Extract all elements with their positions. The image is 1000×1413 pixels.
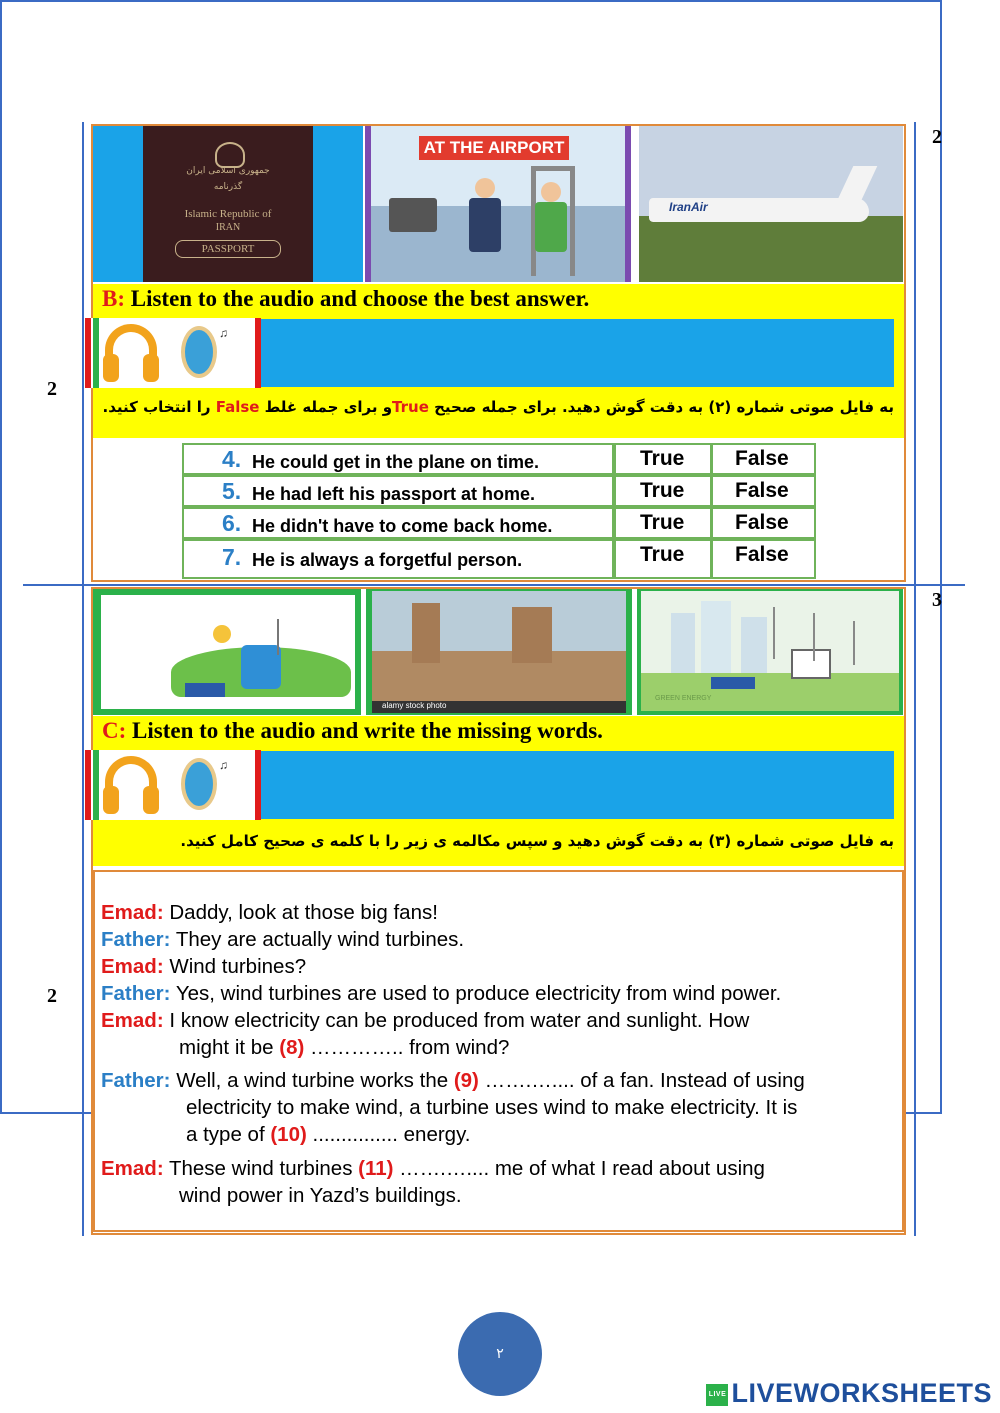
music-headphones-icon <box>181 326 217 378</box>
dialog-line <box>101 926 464 953</box>
dialog-line-blank-9 <box>101 1067 805 1094</box>
persian-part-3: را انتخاب کنید. <box>102 398 216 416</box>
dialog-text: Well, a wind turbine works the <box>176 1069 454 1092</box>
dialog-text: Wind turbines? <box>169 955 307 978</box>
traveler-figure <box>475 178 495 198</box>
speaker-emad: Emad: <box>101 1157 164 1180</box>
section-c-persian-instruction: به فایل صوتی شماره (۳) به دقت گوش دهید و سپس مکالمه ی زیر را با کلمه ی صحیح کامل کنید. <box>180 832 894 850</box>
airport-image <box>365 126 631 282</box>
dialog-text: These wind turbines <box>168 1157 359 1180</box>
persian-true: True <box>392 398 429 416</box>
stock-photo-caption: alamy stock photo <box>382 701 447 710</box>
blank-9-field[interactable]: …….….... of a fan. Instead of using <box>478 1069 805 1092</box>
true-option[interactable] <box>614 507 712 539</box>
speaker-emad: Emad: <box>101 955 164 978</box>
music-note-icon: ♫ <box>219 326 228 340</box>
blank-10-field[interactable]: ............... energy. <box>306 1123 471 1146</box>
false-label: False <box>735 543 789 566</box>
true-label: True <box>640 543 685 566</box>
false-option[interactable] <box>711 539 816 579</box>
blank-number-10: (10) <box>270 1123 307 1146</box>
persian-false: False <box>215 398 260 416</box>
table-row <box>182 507 614 539</box>
green-city-image <box>637 589 903 715</box>
brand-name: LIVEWORKSHEETS <box>731 1378 992 1408</box>
false-option[interactable] <box>711 475 816 507</box>
item-number: 4. <box>222 446 242 472</box>
section-c-question-number: 3 <box>932 589 942 611</box>
airplane-image <box>639 126 903 282</box>
persian-part-2: و برای جمله غلط <box>259 398 393 416</box>
section-c-instruction: Listen to the audio and write the missing words. <box>132 718 603 743</box>
true-option[interactable] <box>614 443 712 475</box>
section-b-audio-player[interactable] <box>85 318 261 388</box>
dialog-line-blank-8 <box>179 1034 509 1061</box>
dialog-text: electricity to make wind, a turbine uses wind to make electricity. It is <box>186 1096 798 1119</box>
dialog-text: I know electricity can be produced from water and sunlight. How <box>169 1009 750 1032</box>
speaker-father: Father: <box>101 1069 171 1092</box>
house-icon <box>791 649 831 679</box>
passport-line-2: گذرنامه <box>213 182 243 192</box>
speaker-emad: Emad: <box>101 901 164 924</box>
liveworksheets-logo[interactable] <box>706 1378 992 1409</box>
item-number: 5. <box>222 478 242 504</box>
airport-banner: AT THE AIRPORT <box>419 136 569 160</box>
xray-machine <box>389 198 437 232</box>
dialog-text: a type of <box>186 1123 271 1146</box>
blank-number-9: (9) <box>453 1069 479 1092</box>
true-label: True <box>640 479 685 502</box>
wind-turbine-icon <box>853 621 855 665</box>
section-b-score: 2 <box>47 378 57 400</box>
dialog-text: They are actually wind turbines. <box>175 928 465 951</box>
score-column-divider <box>82 122 84 1236</box>
false-option[interactable] <box>711 443 816 475</box>
blank-11-field[interactable]: …….….... me of what I read about using <box>393 1157 765 1180</box>
section-b-label: B: <box>102 286 125 311</box>
dialog-line-blank-11 <box>101 1155 765 1182</box>
table-row <box>182 443 614 475</box>
persian-part-1: به فایل صوتی شماره (۲) به دقت گوش دهید. برای جمله صحیح <box>428 398 894 416</box>
airplane-livery: IranAir <box>669 200 708 214</box>
windcatcher-tower <box>412 603 440 663</box>
section-b-question-number: 2 <box>932 126 942 148</box>
item-text: He had left his passport at home. <box>252 484 536 504</box>
windcatcher-tower <box>512 607 552 663</box>
section-b-heading <box>102 286 589 312</box>
section-c-heading <box>102 718 603 744</box>
dialog-text: wind power in Yazd’s buildings. <box>179 1184 462 1207</box>
solar-panel-icon <box>711 677 755 689</box>
section-b-instruction: Listen to the audio and choose the best answer. <box>130 286 590 311</box>
item-number: 6. <box>222 510 242 536</box>
wind-turbine-icon <box>277 619 279 655</box>
blank-number-11: (11) <box>358 1157 394 1180</box>
sun-icon <box>213 625 231 643</box>
dialog-line <box>101 1007 749 1034</box>
section-b-persian-instruction <box>103 398 894 416</box>
logo-mark-icon: LIVE <box>706 1384 728 1406</box>
speaker-father: Father: <box>101 928 171 951</box>
section-c-audio-player[interactable] <box>85 750 261 820</box>
row-divider <box>23 584 965 586</box>
waterfall-icon <box>241 645 281 689</box>
emblem-icon <box>215 142 245 168</box>
table-row <box>182 539 614 579</box>
passport-line-1: جمهوری اسلامی ایران <box>186 166 270 176</box>
false-label: False <box>735 479 789 502</box>
passport-line-5: PASSPORT <box>175 240 281 258</box>
item-text: He is always a forgetful person. <box>252 550 523 570</box>
true-label: True <box>640 511 685 534</box>
speaker-emad: Emad: <box>101 1009 164 1032</box>
false-label: False <box>735 447 789 470</box>
green-energy-caption: GREEN ENERGY <box>655 695 712 702</box>
blank-8-field[interactable]: ………….. from wind? <box>304 1036 510 1059</box>
item-number: 7. <box>222 544 242 570</box>
section-b-audio-bar <box>249 316 897 390</box>
true-option[interactable] <box>614 475 712 507</box>
dialog-text: Daddy, look at those big fans! <box>169 901 438 924</box>
table-row <box>182 475 614 507</box>
passport-line-3: Islamic Republic of <box>184 208 272 220</box>
wind-turbine-icon <box>773 607 775 659</box>
true-label: True <box>640 447 685 470</box>
wind-turbine-icon <box>813 613 815 661</box>
officer-figure <box>541 182 561 202</box>
false-label: False <box>735 511 789 534</box>
item-text: He didn't have to come back home. <box>252 516 553 536</box>
section-c-label: C: <box>102 718 127 743</box>
dialog-line <box>179 1182 462 1209</box>
section-c-audio-bar <box>249 748 897 822</box>
renewable-energy-image <box>93 589 361 715</box>
item-text: He could get in the plane on time. <box>252 452 540 472</box>
dialog-line <box>101 899 438 926</box>
dialog-line <box>101 980 781 1007</box>
false-option[interactable] <box>711 507 816 539</box>
dialog-line-blank-10 <box>186 1121 471 1148</box>
speaker-father: Father: <box>101 982 171 1005</box>
dialog-line <box>101 953 306 980</box>
music-headphones-icon <box>181 758 217 810</box>
true-option[interactable] <box>614 539 712 579</box>
section-c-score: 2 <box>47 985 57 1007</box>
yazd-windcatcher-image <box>366 589 632 715</box>
passport-image <box>93 126 363 282</box>
dialog-line <box>186 1094 797 1121</box>
solar-panel-icon <box>185 683 225 697</box>
music-note-icon: ♫ <box>219 758 228 772</box>
dialog-text: might it be <box>179 1036 280 1059</box>
passport-line-4: IRAN <box>215 222 241 233</box>
blank-number-8: (8) <box>279 1036 305 1059</box>
dialog-text: Yes, wind turbines are used to produce electricity from wind power. <box>175 982 782 1005</box>
question-number-column-divider <box>914 122 916 1236</box>
page-number-badge: ۲ <box>458 1312 542 1396</box>
